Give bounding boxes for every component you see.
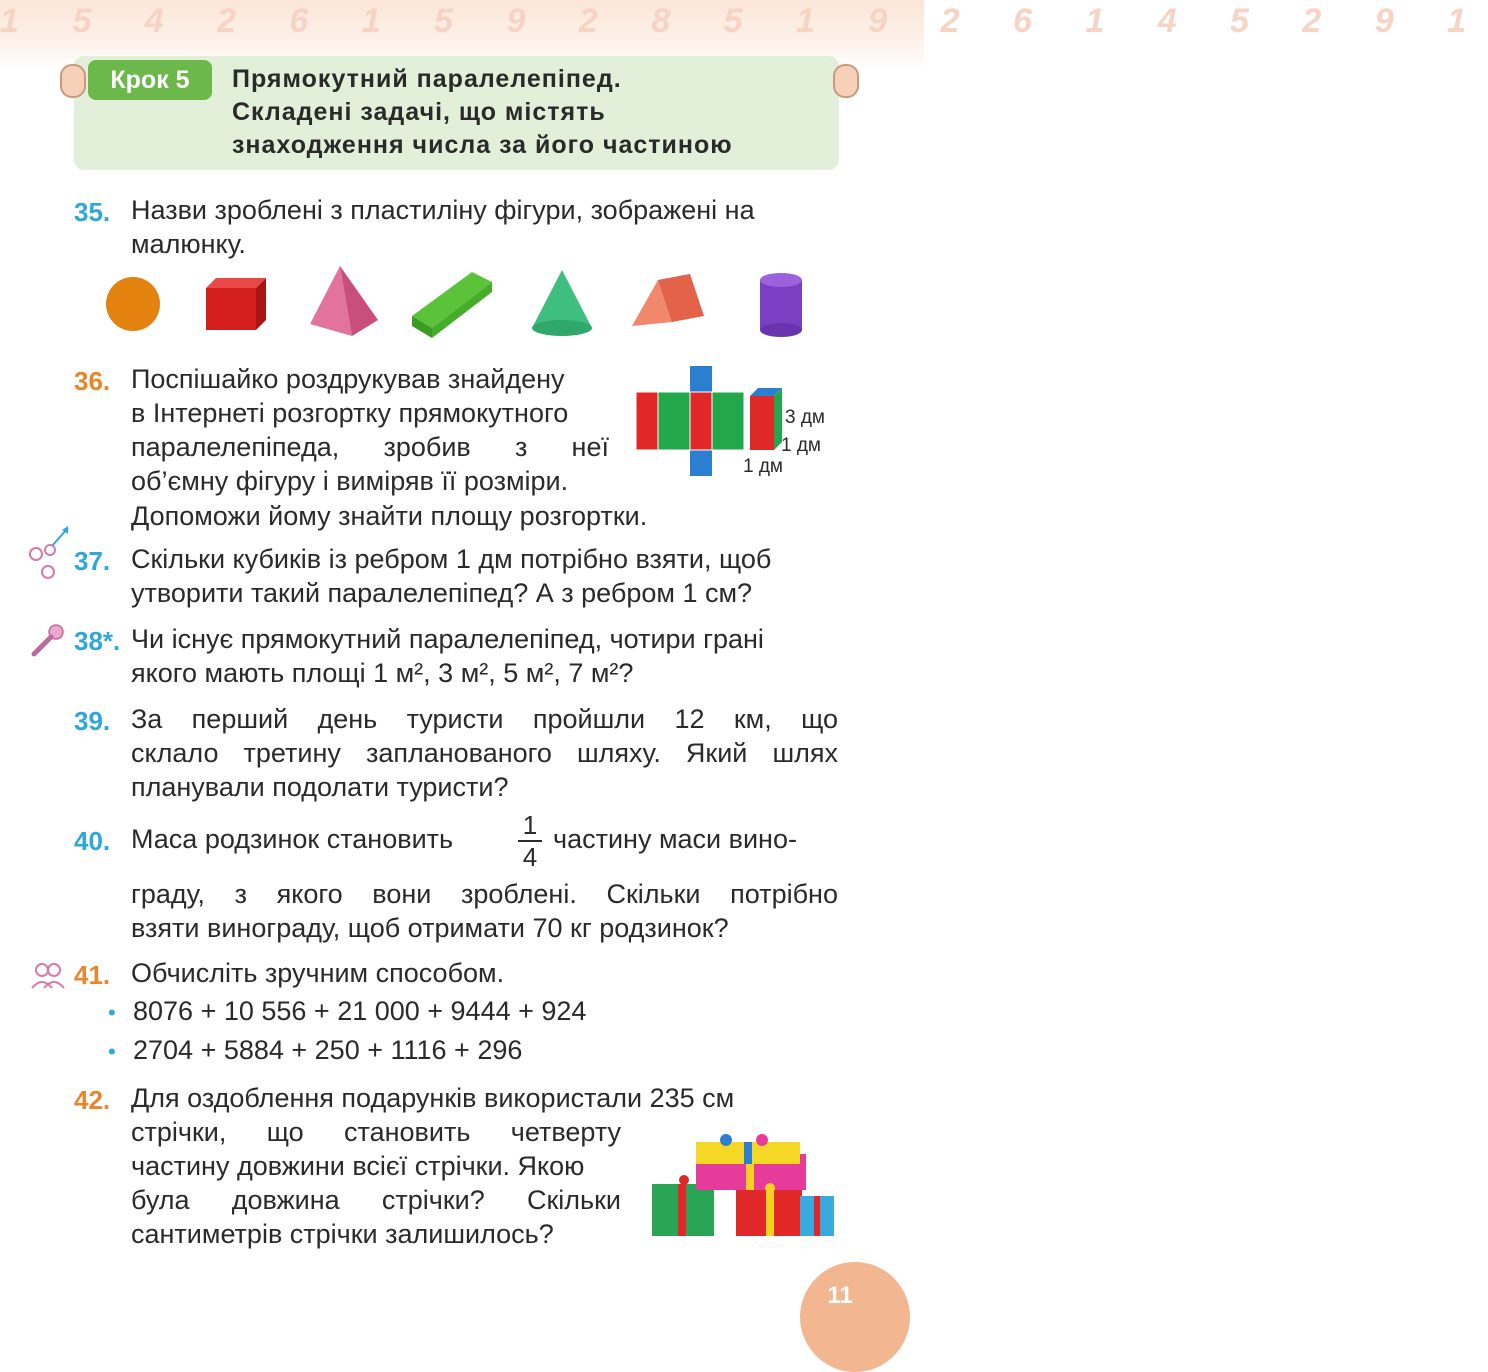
- title-line: Прямокутний паралелепіпед.: [232, 65, 622, 93]
- bar-prism-icon: [412, 272, 492, 338]
- step-badge: Крок 5: [88, 60, 212, 100]
- task-40-text: [131, 877, 838, 945]
- background-digits: 1 5 4 2 6 1 5 9 2 8 5 1 9 2 6 1 4 5 2 9 1: [0, 2, 1488, 40]
- expression-2: 2704 + 5884 + 250 + 1116 + 296: [133, 1035, 523, 1065]
- expression-1: 8076 + 10 556 + 21 000 + 9444 + 924: [133, 996, 587, 1026]
- task-40-line1-end: частину маси вино-: [553, 824, 797, 854]
- task-38-text: [131, 622, 838, 690]
- text-line: стрічки, що становить четверту: [131, 1117, 621, 1147]
- task-number-36: 36.: [74, 366, 111, 396]
- page-number: 11: [827, 1282, 853, 1309]
- text-line: За перший день туристи пройшли 12 км, що: [131, 704, 838, 734]
- dim-height-label: 3 дм: [785, 407, 825, 428]
- text-line: якого мають площі 1 м², 3 м², 5 м², 7 м²?: [131, 658, 634, 688]
- task-42-text: [131, 1115, 621, 1251]
- microphone-icon: [28, 622, 68, 658]
- hand-right-icon: [833, 64, 859, 98]
- hand-left-icon: [60, 64, 86, 98]
- task-36-text: [131, 362, 609, 498]
- bullet-icon: •: [108, 1000, 116, 1025]
- fraction-one-quarter: [518, 810, 542, 872]
- text-line: малюнку.: [131, 229, 246, 259]
- task-number-39: 39.: [74, 706, 111, 736]
- task-37-text: [131, 542, 838, 610]
- text-line: в Інтернеті розгортку прямокутного: [131, 398, 569, 428]
- cube-icon: [206, 278, 266, 330]
- text-line: Скільки кубиків із ребром 1 дм потрібно взяти, щоб: [131, 544, 772, 574]
- task-42-text-first: Для оздоблення подарунків використали 235 см: [131, 1083, 735, 1113]
- task-number-40: 40.: [74, 826, 111, 856]
- lesson-title: [232, 63, 832, 162]
- pyramid-icon: [310, 266, 378, 336]
- text-line: склало третину запланованого шляху. Який шлях: [131, 738, 838, 768]
- pair-work-icon: [28, 958, 68, 992]
- plasticine-shapes-illustration: [100, 266, 820, 338]
- fraction-denominator: 4: [518, 840, 542, 872]
- task-36-text-last: Допоможи йому знайти площу розгортки.: [131, 501, 648, 531]
- fraction-numerator: 1: [522, 810, 538, 840]
- task-39-text: [131, 702, 838, 804]
- text-line: об’ємну фігуру і виміряв її розміри.: [131, 466, 569, 496]
- text-line: граду, з якого вони зроблені. Скільки потрібно: [131, 879, 838, 909]
- gift-boxes-illustration: [650, 1132, 836, 1238]
- task-number-42: 42.: [74, 1085, 111, 1115]
- text-line: частину довжини всієї стрічки. Якою: [131, 1151, 585, 1181]
- text-line: паралелепіпеда, зробив з неї: [131, 432, 609, 462]
- task-number-37: 37.: [74, 546, 111, 576]
- task-number-35: 35.: [74, 197, 111, 227]
- text-line: Поспішайко роздрукував знайдену: [131, 364, 565, 394]
- task-number-38: 38*.: [74, 626, 121, 656]
- task-number-41: 41.: [74, 960, 111, 990]
- dim-depth-label: 1 дм: [781, 435, 821, 456]
- title-line: Складені задачі, що містять: [232, 98, 606, 126]
- text-fragment: Маса родзинок становить: [131, 824, 454, 854]
- task-41-text: Обчисліть зручним способом.: [131, 958, 505, 988]
- title-line: знаходження числа за його частиною: [232, 131, 733, 159]
- sphere-icon: [106, 277, 160, 331]
- dim-width-label: 1 дм: [743, 456, 783, 477]
- cone-icon: [532, 270, 592, 336]
- text-line: взяти винограду, щоб отримати 70 кг родзинок?: [131, 913, 729, 943]
- task-35-text: [131, 193, 838, 261]
- cylinder-icon: [760, 273, 802, 337]
- text-line: Назви зроблені з пластиліну фігури, зображені на: [131, 195, 755, 225]
- text-line: була довжина стрічки? Скільки: [131, 1185, 621, 1215]
- bullet-icon: •: [108, 1039, 116, 1064]
- triangular-prism-icon: [632, 274, 704, 326]
- text-line: Чи існує прямокутний паралелепіпед, чотири грані: [131, 624, 764, 654]
- text-line: сантиметрів стрічки залишилось?: [131, 1219, 554, 1249]
- team-work-icon: [26, 524, 72, 582]
- text-line: планували подолати туристи?: [131, 772, 509, 802]
- page-number-badge: [800, 1262, 910, 1372]
- text-line: утворити такий паралелепіпед? А з ребром 1 см?: [131, 578, 753, 608]
